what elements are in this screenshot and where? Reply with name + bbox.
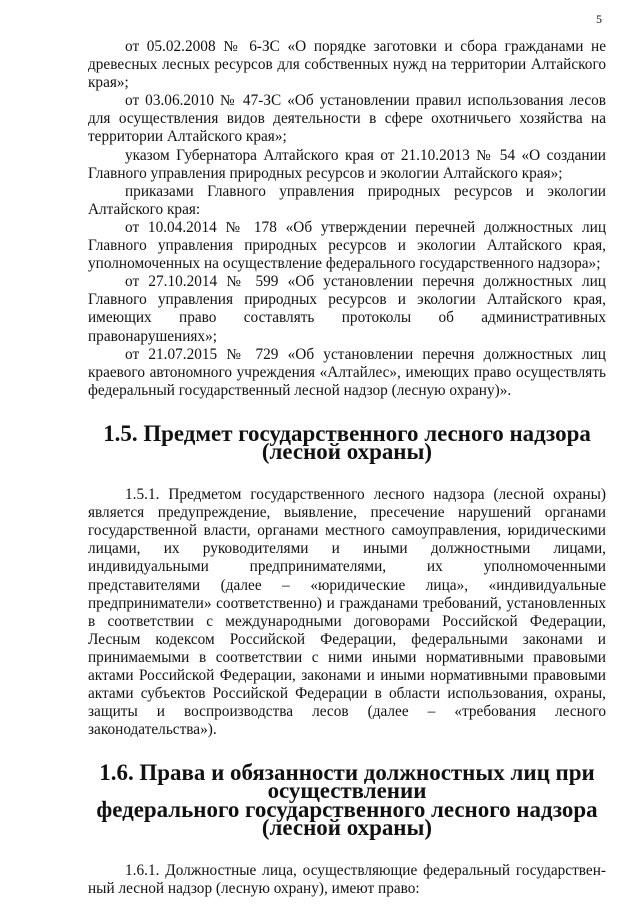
- document-body: [88, 38, 606, 898]
- paragraph-law-47zs: от 03.06.2010 № 47-ЗС «Об установлении правил использования лесов для осуществления видов деятельности в сфере охотничьего хозяйства на территории Алтайского края»;: [88, 92, 606, 146]
- paragraph-governor-decree: указом Губернатора Алтайского края от 21.10.2013 № 54 «О создании Главного управления природных ресурсов и экологии Алтайского края»;: [88, 146, 606, 182]
- section-heading-1-5-text: 1.5. Предмет государственного лесного надзора (лесной охраны): [103, 420, 591, 464]
- section-heading-1-6: [88, 760, 606, 840]
- paragraph-orders-intro: приказами Главного управления природных ресурсов и экологии Алтайского края:: [88, 182, 606, 218]
- paragraph-law-6zs: от 05.02.2008 № 6-ЗС «О порядке заготовки и сбора гражданами не древесных лесных ресурсов для собственных нужд на территории Алтайского края»;: [88, 38, 606, 92]
- paragraph-order-178: от 10.04.2014 № 178 «Об утверждении перечней должностных лиц Главного управления природных ресурсов и экологии Алтайского края, уполномоченных на осуществление федерального государственного надзора»;: [88, 218, 606, 273]
- section-spacer: [88, 461, 606, 486]
- paragraph-order-729: от 21.07.2015 № 729 «Об установлении перечня должностных лиц краевого автономного учреждения «Алтайлес», имеющих право осуществлять федеральный государственный лесной надзор (лесную охрану)».: [88, 345, 606, 399]
- page-number: 5: [596, 12, 602, 26]
- section-heading-1-6-line1: 1.6. Права и обязанности должностных лиц при осуществлении: [99, 760, 595, 804]
- section-spacer: [88, 837, 606, 862]
- paragraph-1-5-1: 1.5.1. Предметом государственного лесного надзора (лесной охраны) является предупреждение, выявление, пресечение нарушений органами государственной власти, органами местного самоуправления, юридическими лицами, их руководителями и иными должностными лицами, индивидуальными предпринимателями, их уполномоченными представителями (далее – «юридические лица», «индивидуальные предприниматели» соответственно) и гражданами требований, установленных в соответствии с международными договорами Российской Федерации, Лесным кодексом Российской Федерации, федеральными законами и принимаемыми в соответствии с ними иными нормативными правовыми актами Российской Федерации, законами и иными нормативными правовыми актами субъектов Российской Федерации в области использования, охраны, защиты и воспроизводства лесов (далее – «требования лесного законодательства»).: [88, 486, 606, 739]
- section-heading-1-5: [88, 420, 606, 464]
- paragraph-order-599: от 27.10.2014 № 599 «Об установлении перечня должностных лиц Главного управления природных ресурсов и экологии Алтайского края, имеющих право составлять протоколы об административных правонарушениях»;: [88, 273, 606, 345]
- section-heading-1-6-line2: федерального государственного лесного надзора (лесной охраны): [96, 796, 598, 840]
- paragraph-1-6-1: 1.6.1. Должностные лица, осуществляющие федеральный государственный лесной надзор (лесную охрану), имеют право:: [88, 861, 606, 897]
